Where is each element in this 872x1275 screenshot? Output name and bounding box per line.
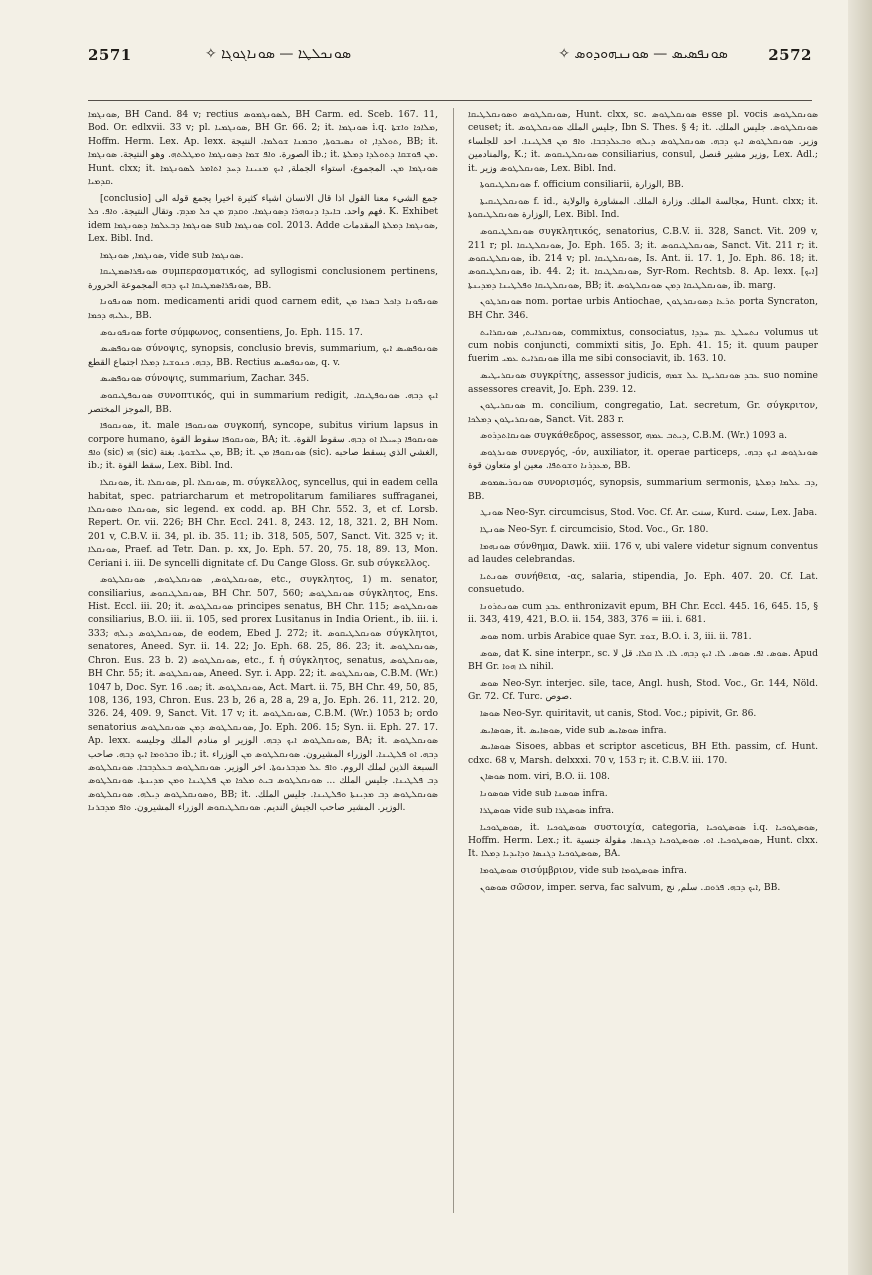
dictionary-entry: ܣܘܢܩܠܛܝܩܝܬܐ f. id., مجالسة الملك. وزارة الملك. المشاورة والولاية, Hunt. clxx; it. الوزارة ܣܘܢܩܠܛܝܩܘܬܐ, Lex. Bibl. Ind. [468,196,818,221]
dictionary-entry: ܣܘܣܐܝܣ Sisoes, abbas et scriptor asceticus, BH Eth. passim, cf. Hunt. cdxc. 68 v, Marsh. delxxxi. 70 v, 153 r; it. C.B.V. iii. 170. [468,741,818,766]
dictionary-entry: ܣܘܢܘܪܝܣܡܘܣ συνορισμός, synopsis, summarium sermonis, ܕܒ ܥܠܡܐ ܕܡܠܬܐ, BB. [468,477,818,502]
right-page-number: 2572 [768,46,812,64]
dictionary-entry: ܣܘܢܩܠܛܝܩܘܬܐ f. officium consiliarii, الوزارة, BB. [480,179,684,191]
page-header [88,42,812,68]
left-running-title: ✧ ܣܘܢܟܠܛܐ — ܣܘܢܐܓܘܓܐ [204,46,352,62]
dictionary-entry: ܣܘܣ nom. urbis Arabice quae Syr. ܫܘܫ, B.O. i. 3, iii. ii. 781. [480,630,752,642]
right-column [468,108,818,1248]
dictionary-entry: ܣܘܣܘܢ σῶσον, imper. serva, fac salvum, ܐܝܟ ܕܒܗ. ܦܪܘܩ. سلم, نج, BB. [480,881,781,893]
dictionary-entry: ܣܘܢܩܪܛܘܢ nom. portae urbis Antiochae, ܬܪܥܐ ܕܣܘܢܩܪܛܘܢ porta Syncraton, BH Chr. 346. [468,296,818,321]
dictionary-entry: ܣܘܢܘܦܛܝܩܘܣ συνοπτικός, qui in summarium redigit, ܐܝܟ ܕܒܗ. ܣܘܢܘܦܛܝܩܐ. الموجز المختصر, BB. [88,390,438,415]
dictionary-entry: ܣܘܢܩܪܐܝܬ, ܣܘܢܩܪܐܝܬ, commixtus, consociatus, ܢܬܚܠܛ ܥܡ ܚܕܕܐ volumus ut cum nobis conjuncti, commixti sitis, Jo. Eph. 41. 15; it. quum pauper fuerim ܣܘܢܩܪܐܝܬ ܥܡܝ illa me sibi consociavit, ib. 163. 10. [468,326,818,365]
dictionary-entry: ܣܘܣܛܘܡܐ σισύμβριον, vide sub ܣܘܣܛܘܡܐ infra. [480,865,687,877]
dictionary-entry: ܣܘܢܪܓܘܣ συνεργός, -όν, auxiliator, it. operae particeps, ܣܘܢܪܓܘܣ ܐܝܟ ܕܒܗ. ܡܥܕܪܢܐ ܘܫܘܬܦܐ. معين او متعاون قوة, BB. [468,447,818,472]
dictionary-entry: ܣܘܣܛܪܐ vide sub ܣܘܣܛܪܐ infra. [480,804,615,816]
dictionary-entry: ܣܘܢܓܡܐ, ܣܘܢܓܡܐ, vide sub ܣܘܢܓܡܐ. [100,249,244,261]
book-spine-shadow [848,0,872,1275]
left-column [88,108,438,1248]
dictionary-entry: ܣܘܢܩܠܛܝܩܘܣ συγκλητικός, senatorius, C.B.V. ii. 328, Sanct. Vit. 209 v, 211 r; pl. ܣܘܢܩܠܛܝܩܐ, Jo. Eph. 165. 3; it. ܣܘܢܩܠܛܝܩܘܣ, Sanct. Vit. 211 r; it. ܣܘܢܩܠܛܝܩܘܣ, ib. 214 v; pl. ܣܘܢܩܠܛܝܩܐ, Is. Ant. ii. 17. 1, Jo. Eph. 86. 18; it. ܣܘܢܩܠܛܝܩܘܣ, ib. 44. 2; it. ܣܘܢܩܠܛܝܩܐ, Syr-Rom. Rechtsb. 8. Ap. lexx. [ܐܝܟ] ܣܘܢܩܠܛܝܩܐ ܘܦܠܛܝܢܐ ܕܡܕܝܢܬܐ, BB; it. ܣܘܢܩܠܛܝܩܐ ܕܡܢ ܣܘܢܩܠܛܘܣ, ib. marg. [468,226,818,291]
dictionary-entry: ܣܘܢܬܝܐ συνήθεια, -ας, salaria, stipendia, Jo. Eph. 407. 20. Cf. Lat. consuetudo. [468,570,818,596]
dictionary-entry: ܣܘܢܩܪܝܛܝܣ συγκρίτης, assessor judicis, ܥܒܕ ܣܘܢܩܪܝܛܐ ܥܠ ܫܡܗ suo nomine assessores creavit, Jo. Eph. 239. 12. [468,370,818,395]
dictionary-entry: ܣܘܢܩܐܬܕܪܘܣ συγκάθεδρος, assessor, ܕܝܬܒ ܥܡܗ, C.B.M. (Wr.) 1093 a. [480,430,788,442]
dictionary-entry: ܣܘܢܩܪܝܛܘܢ m. concilium, congregatio, Lat. secretum, Gr. σύγκριτον, ܣܘܢܩܪܝܛܘܢ ܕܡܠܟܐ, Sanct. Vit. 283 r. [468,400,818,425]
dictionary-entry: ܣܘܣܛܘܟܝܐ, it. ܣܘܣܛܘܟܝܐ συστοιχία, categoria, ܣܘܣܛܘܟܝܐ i.q. ܣܘܣܛܘܟܝܐ, Hoffm. Herm. Lex.; it. ܣܘܣܛܘܟܝܐ. ܐܘ. ܣܘܣܛܘܟܝܐ ܕܓܢܣܐ. مقولة جنسية, Hunt. clxx. It. ܣܘܣܛܘܟܝܐ ܕܓܢܣܐ ܘܕܐܝܕܝܐ ܕܡܠܐ, BA. [468,821,818,860]
dictionary-entry: ܣܘܢܩܠܐ, it. ܣܘܢܩܠܐ, pl. ܣܘܢܩܠܐ, m. σύγκελλος, syncellus, qui in eadem cella habitat, spec. patriarcharum et metropolitarum familiares suffraganei, ܣܘܢܩܠܐ ܘܣܘܢܩܠܐ, sic legend. ex codd. ap. BH Chr. 552. 3, et cf. Lorsb. Repert. Or. vii. 226; BH Chr. Eccl. 241. 8, 243. 12, 18, 321. 2, BH Nom. 201 v, C.B.V. ii. 34, pl. ib. 35. 11; ib. 318, 505, 507, Sanct. Vit. 325 v; it. ܣܘܢܩܠܐ, Praef. ad Tetr. Dan. p. xx, Jo. Eph. 57. 20, 75. 18, 89. 13, Mon. Ceriani i. iii. De syncelli dignitate cf. Du Cange Gloss. Gr. sub σύγκελλος. [88,477,438,569]
dictionary-entry: ܣܘܣ Neo-Syr. interjec. sile, tace, Angl. hush, Stod. Voc., Gr. 144, Nöld. Gr. 72. Cf. Turc. صوص. [468,677,818,703]
dictionary-entry: ܣܘܣܐܝܣ, it. ܣܘܣܐܝܣ, vide sub ܣܘܣܐܝܣ infra. [480,724,667,736]
dictionary-entry: ܣܘܢܩܠܛܘܣ, ܣܘܢܩܠܛܘܣ, ܣܘܢܩܠܛܘܣ, etc., συγκλητος, 1) m. senator, consiliarius, ܣܘܢܩܠܛܝܩܘܣ, BH Chr. 507, 560; ܣܘܢܩܠܛܘܣ σύγκλητος, Ens. Hist. Eccl. iii. 20; it. ܣܘܢܩܠܛܘܣ principes senatus, BH Chr. 115; ܣܘܢܩܠܛܘܣ consiliarius, B.O. iii. ii. 105, sed prorex Lusitanus in India Orient., ib. iii. i. 333; ܣܘܢܩܠܛܘܣ ܕܝܠܗ, de eodem, Ebed J. 272; it. ܣܘܢܩܠܛܝܩܘܣ σύγκλητοι, senatores, Aneed. Syr. ii. 14. 22; Jo. Eph. 68. 25, 86. 23; it. ܣܘܢܩܠܛܘܣ, Chron. Eus. 23 b. 2) ܣܘܢܩܠܛܘܣ, etc., f. ἡ σύγκλητος, senatus, ܣܘܢܩܠܛܘܣ, BH Chr. 55; it. ܣܘܢܩܠܛܘܣ, Aneed. Syr. i. App. 22; it. ܣܘܢܩܠܛܘܣ, C.B.M. (Wr.) 1047 b, Doc. Syr. ܣܘ. 16; it. ܣܘܢܩܠܛܘܣ, Act. Mart. ii. 75, BH Chr. 49, 50, 85, 108, 136, 193, Chron. Eus. 23 b, 26 a, 28 a, 29 a, Jo. Eph. 26. 11, 212. 20, 326. 24, 409. 9, Sanct. Vit. 17 v; it. ܣܘܢܩܠܛܘܣ, C.B.M. (Wr.) 1053 b; ordo senatorius ܣܘܢܩܠܛܘܣ ܕܡܢ ܣܘܢܩܠܛܘܣ, Jo. Eph. 206. 15; Syn. ii. Eph. 27. 17. Ap. lexx. ܣܘܢܩܠܛܘܣ ܐܝܟ ܕܒܗ. الوزير او منادم الملك وجليسه, BA; it. ܣܘܢܩܠܛܘܣ ܘܒܪܘܡܐ ܐܝܟ ܕܒܗ. صاحب ib.; it. ܕܒܗ. ܐܘ ܦܠܛܝܢܐ. الوزراء المشيرون. ܣܘܢܩܠܛܘܣ ܡܢ الوزراء السبعة الذين لملك الروم. ܘܐܦ ܥܠ ܡܕܒܪܢܘܬܐ. اخر الوزير. ܣܘܢܩܠܛܘܣ ܒܥܠܕܒܒܐ. ܣܘܢܩܠܛܘܣ ܕܒ ܦܠܛܝܢܐ. جليس الملك ... ܣܘܢܩܠܛܘܣ ܒܝܬ ܡܠܟܐ ܡܢ ܦܠܛܝܢܐ ܘܡܢ ܡܕܝܢܬܐ. ܣܘܢܩܠܛܘܣ ܘܣܘܢܩܠܛܘܣ ܕܝܠܗ. ܣܘܢܩܠܛܘܣ, BB; it. ܣܘܢܩܠܛܘܣ ܕܒ ܡܕܝܢܬܐ ܘܦܠܛܝܢܐ. جليس الملك. الوزير. المشير صاحب الجيش النديم. ܣܘܢܩܠܛܝܩܘܣ الوزراء المشيرون. ܘܐܦ ܡܕܒܪܢܐ. [88,574,438,814]
dictionary-entry: ܣܘܣ, dat K. sine interpr., sc. ܣܘܣ. ܐܦ. ܣܘܣ. ܠܐ. ܐܝܟ ܕܒܗ. ܠܐ. ܠܐ ܩܠܐ. قل لا. Apud BH Gr. ܠܐ ܗܘܐ nihil. [468,647,818,673]
dictionary-entry: ܣܘܣܐܢ nom. viri, B.O. ii. 108. [480,771,610,783]
dictionary-entry: ܣܘܢܓܡܐ, BH Cand. 84 v; rectius ܠܣܘܢܓܡܘܣ, BH Carm. ed. Sceb. 167. 11, Bod. Or. edlxvii. 33 v; pl. ܣܘܢܓܡܝܐ, BH Gr. 66. 2; it. ܣܘܢܓܡܐ i.q. ܡܠܐܟܐ ܘܐܫܬܐ, Hoffm. Herm. Lex. Ap. lexx. ܬܘܠܕܐ, ܐܘ ܢܣܝܒܘܬܐ, ܘܒܡܢܐ ܫܘܠܡܐ. النتيجة, BB; it. الصورة. ܘܐܦ ܫܡܐ ܕܣܘܢܓܡܐ ܘܡܛܠܬܗ. وهو النتيجة. ܣܘܢܓܡܐ ib.; it. ܡܢ ܦܘܫܩܐ ܕܬܘܠܕܐ ܕܡܠܬܐ. Hunt. clxx; it. ܣܘܢܓܡܐ ܡܢ. المجموع، استواء الجملة, ܐܝܟ ܡܢܝܢܐ ܕܚܕ ܐܬܐܡܪ ܠܣܘܢܓܡܐ ܩܕܡܝܐ. [88,109,438,188]
dictionary-entry: ܣܘܣܐ Neo-Syr. quiritavit, ut canis, Stod. Voc.; pipivit, Gr. 86. [480,707,757,719]
dictionary-entry: ܣܘܢܦܘܢܐ nom. medicamenti aridi quod carnem edit, ܣܘܢܦܘܢܐ ܕܐܟܠ ܒܣܪܐ ܡܢ ܥܠܝܗ ܕܟܡܐ, BB. [88,296,438,321]
dictionary-entry: ܣܘܢܩܠܛܘܣ ܘܣܘܢܩܠܛܝܩܐ, Hunt. clxx, sc. ܣܘܢܩܠܛܘܣ esse pl. vocis ܣܘܢܩܠܛܘܣ ceuset; it. جليس الملك ܣܘܢܩܠܛܘܣ, Ibn S. Thes. § 4; it. ܣܘܢܩܠܛܘܣ. جليس الملك. وزير. ܣܘܢܩܠܛܘܣ ܐܝܟ ܕܒܗ. ܣܘܢܩܠܛܘܣ ܕܝܠܗ ܘܒܥܠܕܒܒܐ. ܘܐܦ ܡܢ ܦܠܛܝܢܐ. احد للجلساء والمنادمين, K.; it. ܣܘܢܩܠܛܝܩܘܣ consiliarius, consul, وزير مشير قنصل, Lex. Adl.; it. ܣܘܢܩܠܛܘܣ وزير, Lex. Bibl. Ind. [468,109,818,174]
right-running-title: ✧ ܣܘܢܦܣܝܣ — ܣܘܢܢܗܘܕܘܣ [558,46,728,62]
dictionary-entry: ܣܘܢܬܪܘܢܐ cum ܥܒܕ enthronizavit epum, BH Chr. Eccl. 445. 16, 645. 15, § ii. 343, 419, 421, B.O. ii. 154, 383, 376 = iii. i. 681. [468,600,818,626]
dictionary-entry: [conclusio] جمع الشيء معنا القول اذا قال الانسان اشياء كثيرة اخيرا يجمع قوله الى فهم واحد. ܒܐܝܕܐ ܕܢܘܗܪܐ ܕܣܘܢܓܡܐ. ܘܩܕܡ ܡܢ ܟܠ ܡܕܡ. وتقال النتيجة. ܘܐܦ. ܟܠ. K. Exhibet idem ܣܘܢܓܡܐ ܕܒܥܠܡܐ ܕܣܘܢܓܡܐ sub ܣܘܢܓܡܐ col. 2013. Adde ܣܘܢܓܡܐ ܕܡܠܬܐ المقدمات, Lex. Bibl. Ind. [88,192,438,244]
dictionary-entry: ܣܘܢܦܘܢܘܣ forte σύμφωνος, consentiens, Jo. Eph. 115. 17. [100,326,363,338]
dictionary-entry: ܣܘܢܗܡܐ σύνθημα, Dawk. xiii. 176 v, ubi valere videtur signum conventus ad laudes celebrandas. [468,540,818,566]
dictionary-entry: ܣܘܢܛ Neo-Syr. circumcisus, Stod. Voc. Cf. Ar. سنت, Kurd. سنت, Lex. Jaba. [480,507,818,519]
dictionary-entry: ܣܘܢܦܪܐܣܡܛܝܩܐ συμπερασματικός, ad syllogismi conclusionem pertinens, ܣܘܢܦܪܐܣܡܛܝܩܐ ܐܝܟ ܕܒܗ المجموعة الحرورة, BB. [88,266,438,291]
dictionary-entry: ܣܘܣܘܢܐ vide sub ܣܘܣܢܐ infra. [480,788,608,800]
dictionary-entry: ܣܘܢܛܐ Neo-Syr. f. circumcisio, Stod. Voc., Gr. 180. [480,523,709,535]
dictionary-entry: ܣܘܢܩܘܦܐ, it. male ܣܘܢܩܘܦܐ συγκοπή, syncope, subitus virium lapsus in corpore humano, ܣܘܢܩܘܦܐ سقوط القوة, BA; it. ܣܘܢܩܘܦܐ ܕܚܝܠܐ ܐܘ ܕܒܗ. سقوط القوة. ܘܐܦ (sic) ܗܝ (sic) ܡܢ ܚܠܫܘܬܐ. بغتة, BB; it. ܣܘܢܩܘܦܐ ܡܢ (sic). الغشي الذي يسقط صاحبه, ib.; it. سقط القوة, Lex. Bibl. Ind. [88,420,438,472]
dictionary-entry: ܣܘܢܘܦܣܝܣ σύνοψις, synopsis, conclusio brevis, summarium, ܣܘܢܘܦܣܝܣ ܐܝܟ ܕܒܗ. ܟܢܘܫܝܐ ܕܡܠܐ اجتماع القطع, BB. Rectius ܣܘܢܘܦܣܝܣ, q. v. [88,343,438,368]
dictionary-entry: ܣܘܢܘܦܣܝܣ σύνοψις, summarium, Zachar. 345. [100,373,310,385]
column-divider [453,108,454,1213]
left-page-number: 2571 [88,46,132,64]
header-rule [88,100,812,101]
